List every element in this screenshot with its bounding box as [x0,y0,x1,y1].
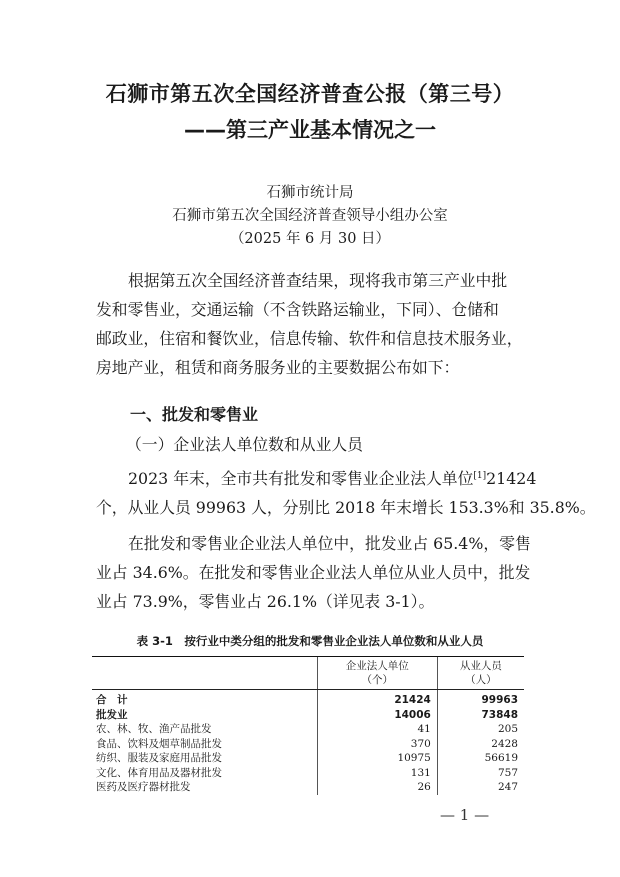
intro-paragraph [96,266,526,382]
table-row: 合 计 21424 99963 [92,690,524,708]
table-header-people: 从业人员 （人） [437,657,524,690]
paragraph-line: 2023 年末，全市共有批发和零售业企业法人单位[1]21424 [128,469,537,488]
intro-line: 发和零售业，交通运输（不含铁路运输业，下同）、仓储和 [96,300,499,319]
footnote-marker: [1] [473,471,487,481]
table-row: 农、林、牧、渔产品批发 41 205 [92,722,524,737]
table-row: 批发业 14006 73848 [92,708,524,723]
document-subtitle: ——第三产业基本情况之一 [184,118,436,142]
intro-line: 邮政业，住宿和餐饮业，信息传输、软件和信息技术服务业， [96,329,523,348]
issuer-primary: 石狮市统计局 [266,185,354,201]
paragraph-share [96,529,531,616]
document-title: 石狮市第五次全国经济普查公报（第三号） [105,82,515,106]
table-row: 纺织、服装及家庭用品批发 10975 56619 [92,751,524,766]
table-header-units: 企业法人单位 （个） [317,657,437,690]
paragraph-line: 业占 34.6%。在批发和零售业企业法人单位从业人员中，批发 [96,563,531,582]
publish-date: （2025 年 6 月 30 日） [229,231,391,247]
section-heading: 一、批发和零售业 [130,405,259,424]
table-row: 医药及医疗器材批发 26 247 [92,780,524,795]
paragraph-units [96,464,596,522]
table-row: 食品、饮料及烟草制品批发 370 2428 [92,737,524,752]
table-row: 文化、体育用品及器材批发 131 757 [92,766,524,781]
page-number: — 1 — [440,806,490,824]
table-header-blank [92,657,317,690]
paragraph-line: 个，从业人员 99963 人，分别比 2018 年末增长 153.3%和 35.8%。 [96,498,596,517]
paragraph-line: 在批发和零售业企业法人单位中，批发业占 65.4%，零售 [128,534,531,553]
subsection-heading: （一）企业法人单位数和从业人员 [126,435,363,454]
paragraph-line: 业占 73.9%，零售业占 26.1%（详见表 3-1）。 [96,592,435,611]
intro-line: 根据第五次全国经济普查结果，现将我市第三产业中批 [128,271,508,290]
table-caption: 表 3-1 按行业中类分组的批发和零售业企业法人单位数和从业人员 [136,634,484,648]
issuer-secondary: 石狮市第五次全国经济普查领导小组办公室 [172,208,448,224]
industry-table [92,656,524,795]
intro-line: 房地产业，租赁和商务服务业的主要数据公布如下： [96,358,460,377]
